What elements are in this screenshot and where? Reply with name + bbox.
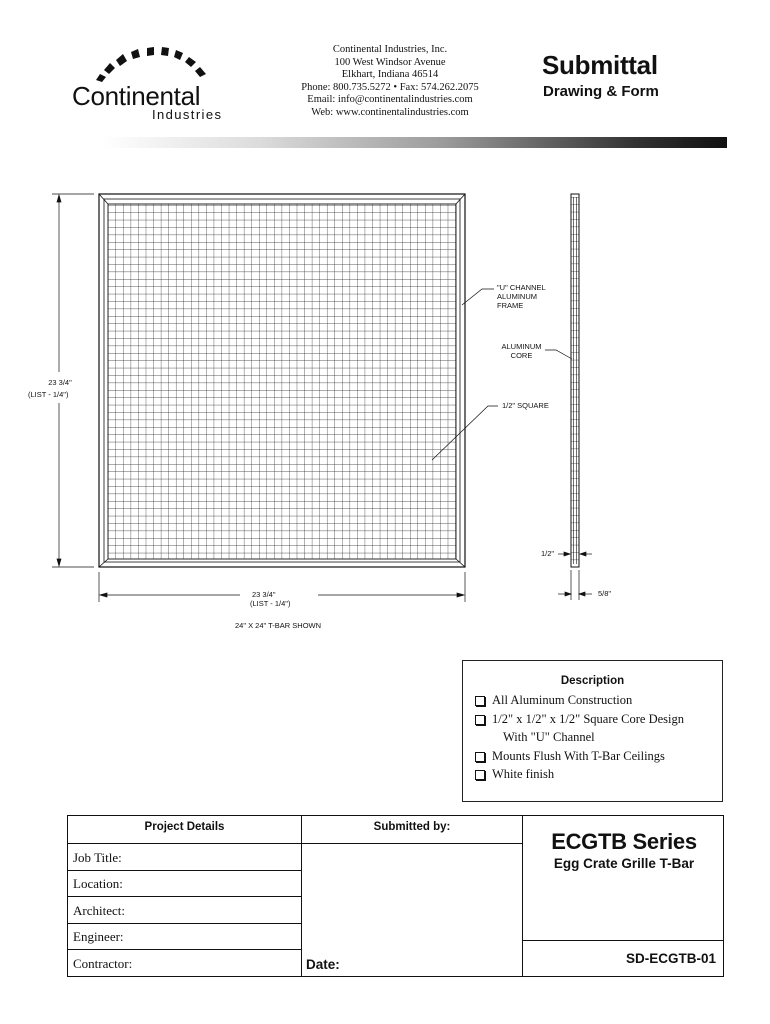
drawing-caption: 24" X 24" T-BAR SHOWN <box>235 621 322 630</box>
callout-square: 1/2" SQUARE <box>502 401 549 410</box>
checkbox-icon <box>475 752 485 762</box>
side-width-label: 1/2" <box>541 549 555 558</box>
submitted-by-header: Submitted by: <box>373 821 451 833</box>
height-dimension-label: 23 3/4" <box>48 378 72 387</box>
checkbox-icon <box>475 696 485 706</box>
description-list <box>491 691 684 784</box>
checkbox-icon <box>475 770 485 780</box>
width-dimension-label: 23 3/4" <box>252 590 276 599</box>
grille-front-view <box>99 194 465 567</box>
list-item: Mounts Flush With T-Bar Ceilings <box>491 747 684 766</box>
width-dimension <box>99 572 465 602</box>
field-location[interactable]: Location: <box>73 876 123 891</box>
field-contractor[interactable]: Contractor: <box>73 956 133 971</box>
address-line: Web: www.continentalindustries.com <box>311 106 469 118</box>
date-label[interactable]: Date: <box>306 957 340 972</box>
series-subtitle: Egg Crate Grille T-Bar <box>553 856 695 871</box>
page-subtitle: Drawing & Form <box>543 83 659 100</box>
description-title: Description <box>560 675 625 687</box>
callout-u-channel-frame: "U" CHANNEL ALUMINUM FRAME <box>497 283 546 310</box>
width-dimension-note: (LIST - 1/4") <box>250 599 291 608</box>
checkbox-icon <box>475 715 485 725</box>
logo-sub: Industries <box>152 107 223 122</box>
field-architect[interactable]: Architect: <box>73 903 125 918</box>
project-details-header: Project Details <box>144 821 225 833</box>
divider <box>522 940 724 941</box>
address-line: 100 West Windsor Avenue <box>334 56 446 68</box>
field-engineer[interactable]: Engineer: <box>73 929 124 944</box>
side-depth-label: 5/8" <box>598 589 612 598</box>
list-item: White finish <box>491 765 684 784</box>
height-dimension-note: (LIST - 1/4") <box>28 390 69 399</box>
description-box <box>462 660 723 802</box>
divider <box>68 949 301 950</box>
divider <box>68 896 301 897</box>
divider <box>68 923 301 924</box>
grille-side-view <box>571 194 579 567</box>
submittal-form <box>67 815 724 977</box>
submitted-by-field[interactable] <box>302 844 522 949</box>
list-item: All Aluminum Construction <box>491 691 684 710</box>
series-title: ECGTB Series <box>551 829 697 854</box>
address-line: Phone: 800.735.5272 • Fax: 574.262.2075 <box>301 81 479 93</box>
field-job-title[interactable]: Job Title: <box>73 850 122 865</box>
address-line: Elkhart, Indiana 46514 <box>341 69 439 81</box>
document-number: SD-ECGTB-01 <box>625 951 716 966</box>
address-line: Continental Industries, Inc. <box>332 44 448 55</box>
callout-aluminum-core: ALUMINUM CORE <box>501 342 542 360</box>
address-line: Email: info@continentalindustries.com <box>307 94 473 106</box>
list-item: 1/2" x 1/2" x 1/2" Square Core Design <box>491 710 684 729</box>
logo-name: Continental <box>72 81 201 111</box>
list-item-continuation: With "U" Channel <box>503 730 595 744</box>
divider <box>68 870 301 871</box>
page-title: Submittal <box>542 50 658 80</box>
